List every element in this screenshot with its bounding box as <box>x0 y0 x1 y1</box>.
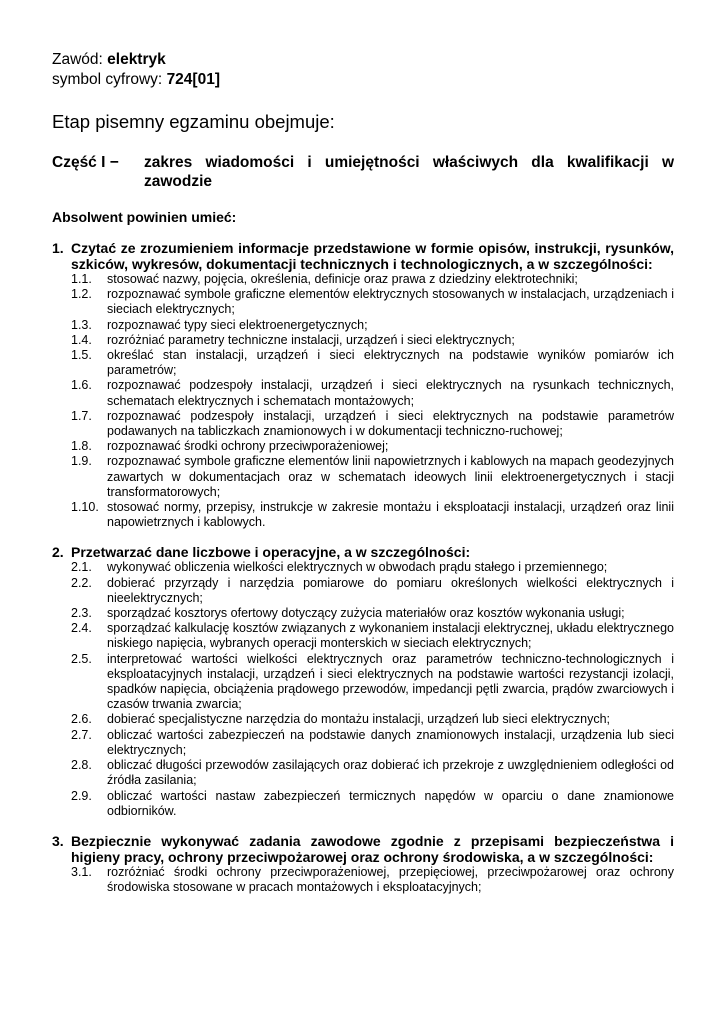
list-item-text: sporządzać kalkulację kosztów związanych z wykonaniem instalacji elektrycznej, układu elektrycznego niskiego napięcia, wybranych operacji monterskich w sieciach elektrycznych; <box>107 621 674 651</box>
symbol-label: symbol cyfrowy: <box>52 71 167 88</box>
list-item-number: 1.10. <box>71 500 99 515</box>
list-item-number: 2.7. <box>71 727 92 742</box>
list-item <box>71 789 674 819</box>
list-item <box>71 439 674 454</box>
exam-stage-heading: Etap pisemny egzaminu obejmuje: <box>52 111 335 132</box>
list-item-number: 1.1. <box>71 272 92 286</box>
list-item-text: obliczać wartości nastaw zabezpieczeń termicznych napędów w oparciu o dane znamionowe odbiorników. <box>107 788 674 818</box>
list-item <box>71 576 674 606</box>
list-item-text: rozpoznawać symbole graficzne elementów linii napowietrznych i kablowych na mapach geodezyjnych zawartych w dokumentacjach oraz w schematach ideowych linii elektroenergetycznych i stacji transformatorowych; <box>107 454 674 499</box>
list-item-number: 2.6. <box>71 712 92 727</box>
section-number: 1. <box>52 240 64 256</box>
section-2 <box>52 544 674 818</box>
list-item <box>71 272 674 287</box>
list-item-text: wykonywać obliczenia wielkości elektrycznych w obwodach prądu stałego i przemiennego; <box>107 560 608 575</box>
section-1 <box>52 240 674 530</box>
list-item-text: stosować nazwy, pojęcia, określenia, definicje oraz prawa z dziedziny elektrotechniki; <box>107 272 578 286</box>
list-item-text: interpretować wartości wielkości elektrycznych oraz parametrów techniczno-technologicznych i eksploatacyjnych instalacji, urządzeń i sieci elektrycznych na podstawie wartości rezystancji izolacji, spadków napięcia, obciążenia prądowego przewodów, impedancji pętli zwarcia, prądów zwarciowych i czasów trwania zwarcia; <box>107 651 674 712</box>
list-item <box>71 606 674 621</box>
list-item <box>71 409 674 439</box>
symbol-value: 724[01] <box>166 71 220 88</box>
section-title <box>52 833 674 865</box>
part-heading <box>52 153 674 191</box>
section-title-text: Czytać ze zrozumieniem informacje przedstawione w formie opisów, instrukcji, rysunków, szkiców, wykresów, dokumentacji technicznych i technologicznych, a w szczególności: <box>71 240 674 272</box>
list-item-number: 1.9. <box>71 454 92 469</box>
list-item-number: 1.5. <box>71 348 92 363</box>
section-items <box>71 865 674 895</box>
list-item-text: rozróżniać środki ochrony przeciwporażeniowej, przepięciowej, przeciwpożarowej oraz ochrony środowiska stosowane w pracach montażowych i eksploatacyjnych; <box>107 864 674 895</box>
list-item <box>71 712 674 727</box>
list-item-text: rozpoznawać podzespoły instalacji, urządzeń i sieci elektrycznych na rysunkach technicznych, schematach elektrycznych i schematach montażowych; <box>107 378 674 408</box>
symbol-line <box>52 70 674 90</box>
section-title <box>52 544 674 560</box>
list-item <box>71 454 674 500</box>
graduate-heading: Absolwent powinien umieć: <box>52 209 237 225</box>
list-item <box>71 652 674 713</box>
list-item-text: obliczać wartości zabezpieczeń na podstawie danych znamionowych instalacji, urządzenia lub sieci elektrycznych; <box>107 727 674 757</box>
section-items <box>71 272 674 530</box>
list-item <box>71 865 674 895</box>
list-item <box>71 500 674 530</box>
list-item <box>71 287 674 317</box>
list-item-number: 3.1. <box>71 864 92 879</box>
list-item-number: 1.6. <box>71 378 92 393</box>
list-item <box>71 560 674 575</box>
profession-line <box>52 50 674 70</box>
list-item-text: stosować normy, przepisy, instrukcje w zakresie montażu i eksploatacji instalacji, urządzeń oraz linii napowietrznych i kablowych. <box>107 500 674 530</box>
list-item-text: rozróżniać parametry techniczne instalacji, urządzeń i sieci elektrycznych; <box>107 332 515 347</box>
list-item-text: sporządzać kosztorys ofertowy dotyczący zużycia materiałów oraz kosztów wykonania usługi; <box>107 606 625 621</box>
sections-list <box>52 240 674 895</box>
section-title <box>52 240 674 272</box>
list-item <box>71 621 674 651</box>
section-title-text: Bezpiecznie wykonywać zadania zawodowe zgodnie z przepisami bezpieczeństwa i higieny pracy, ochrony przeciwpożarowej oraz ochrony środowiska, a w szczególności: <box>71 832 674 865</box>
list-item-number: 2.8. <box>71 758 92 773</box>
list-item-number: 2.3. <box>71 606 92 621</box>
list-item-text: rozpoznawać symbole graficzne elementów elektrycznych stosowanych w instalacjach, urządzeniach i sieciach elektrycznych; <box>107 287 674 317</box>
list-item-number: 2.2. <box>71 575 92 590</box>
document-page <box>52 50 674 895</box>
list-item-number: 2.9. <box>71 788 92 803</box>
list-item-text: dobierać przyrządy i narzędzia pomiarowe do pomiaru określonych wielkości elektrycznych i nieelektrycznych; <box>107 575 674 605</box>
list-item-number: 1.3. <box>71 317 92 332</box>
part-number: Część I − <box>52 154 119 171</box>
list-item-text: rozpoznawać podzespoły instalacji, urządzeń i sieci elektrycznych na podstawie parametrów podawanych na tabliczkach znamionowych i w dokumentacji techniczno-ruchowej; <box>107 408 674 439</box>
list-item-number: 2.5. <box>71 651 92 666</box>
profession-value: elektryk <box>107 51 166 68</box>
list-item-text: rozpoznawać środki ochrony przeciwporażeniowej; <box>107 439 389 454</box>
list-item-number: 1.2. <box>71 287 92 302</box>
section-number: 3. <box>52 832 64 849</box>
list-item <box>71 378 674 408</box>
section-title-text: Przetwarzać dane liczbowe i operacyjne, a w szczególności: <box>71 544 471 561</box>
list-item-text: określać stan instalacji, urządzeń i sieci elektrycznych na podstawie wyników pomiarów ich parametrów; <box>107 348 674 378</box>
list-item-text: rozpoznawać typy sieci elektroenergetycznych; <box>107 317 368 332</box>
list-item-number: 1.7. <box>71 408 92 423</box>
list-item-text: dobierać specjalistyczne narzędzia do montażu instalacji, urządzeń lub sieci elektrycznych; <box>107 712 611 727</box>
list-item-number: 1.8. <box>71 439 92 454</box>
list-item <box>71 318 674 333</box>
section-number: 2. <box>52 544 64 561</box>
profession-label: Zawód: <box>52 51 108 68</box>
list-item <box>71 348 674 378</box>
list-item <box>71 758 674 788</box>
list-item-number: 2.1. <box>71 560 92 575</box>
list-item-number: 1.4. <box>71 332 92 347</box>
list-item-text: obliczać długości przewodów zasilających oraz dobierać ich przekroje z uwzględnieniem odległości od źródła zasilania; <box>107 758 674 788</box>
section-items <box>71 560 674 818</box>
list-item-number: 2.4. <box>71 621 92 636</box>
section-3 <box>52 833 674 895</box>
list-item <box>71 728 674 758</box>
part-title: zakres wiadomości i umiejętności właściwych dla kwalifikacji w zawodzie <box>144 154 674 190</box>
list-item <box>71 333 674 348</box>
